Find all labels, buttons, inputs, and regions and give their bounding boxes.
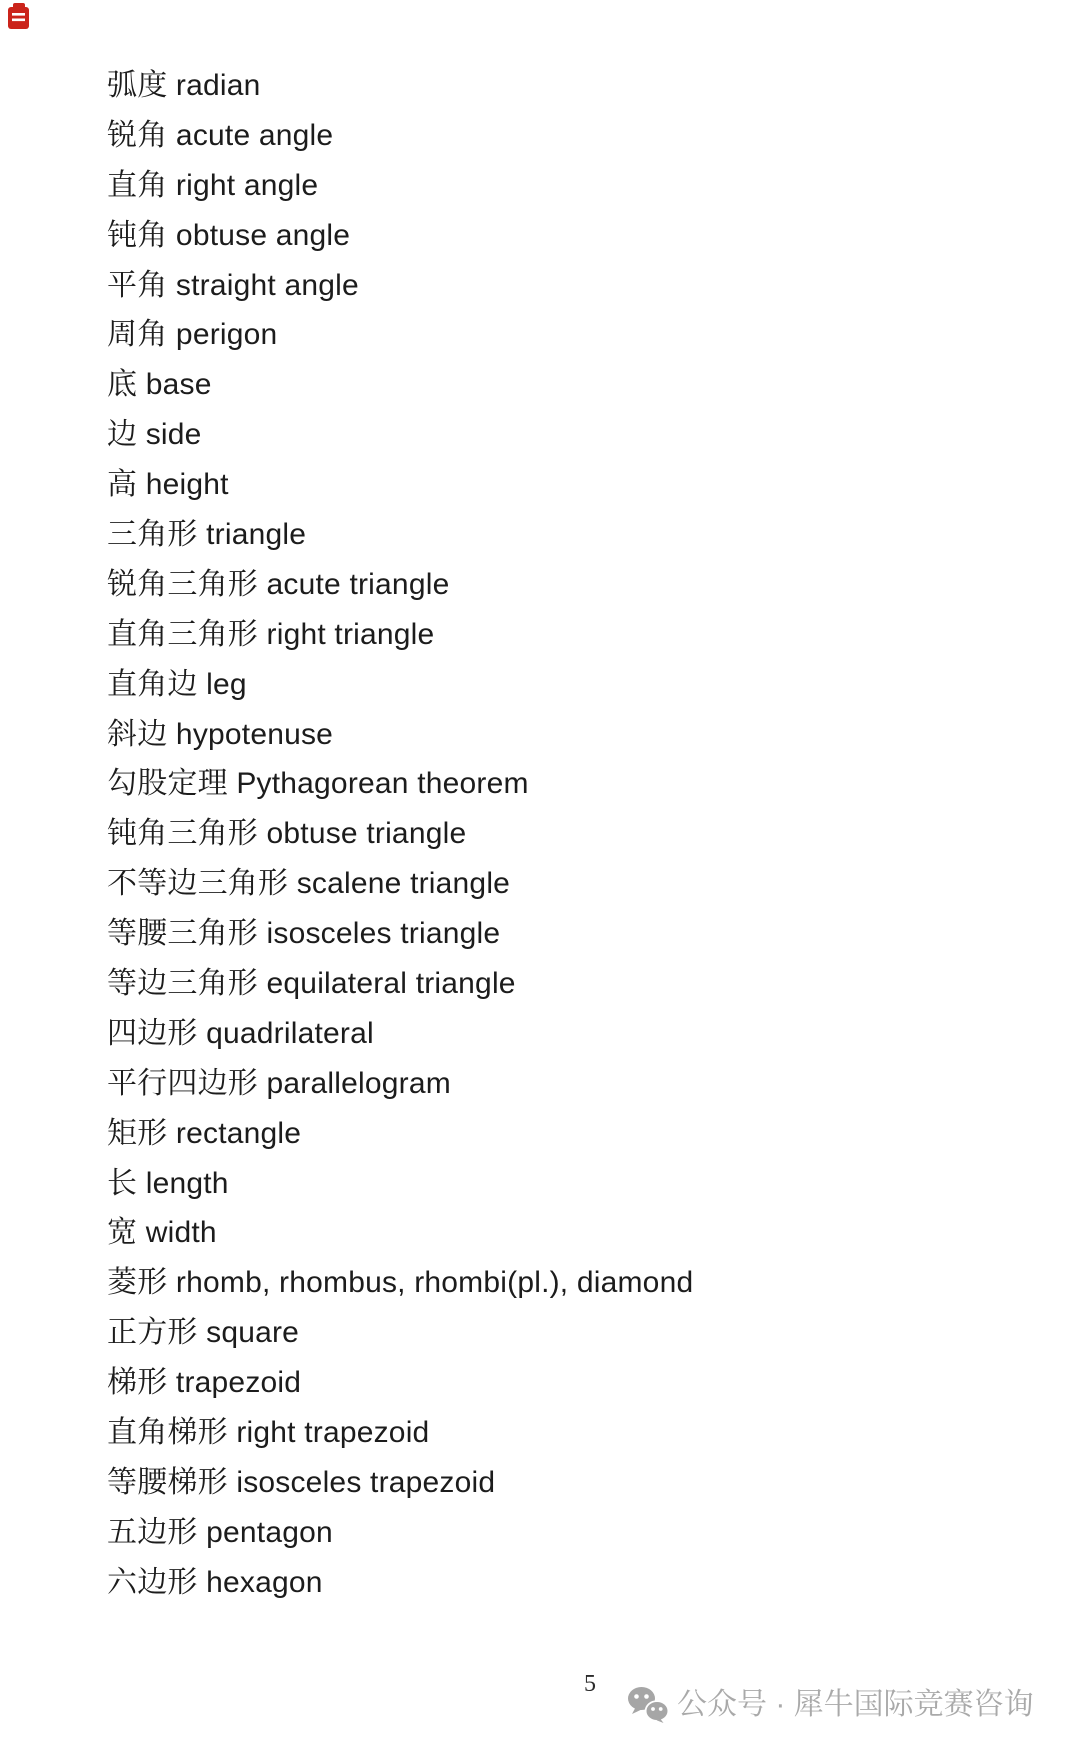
vocab-item: 平行四边形 parallelogram (107, 1066, 451, 1100)
vocab-item: 等腰三角形 isosceles triangle (107, 917, 501, 951)
vocab-item: 平角 straight angle (107, 268, 359, 302)
vocab-item: 六边形 hexagon (107, 1565, 323, 1599)
watermark-text: 公众号 · 犀牛国际竞赛咨询 (677, 1687, 1034, 1721)
vocab-item: 五边形 pentagon (107, 1515, 333, 1549)
page-number: 5 (584, 1671, 596, 1697)
vocab-item: 锐角 acute angle (107, 118, 334, 152)
vocab-item: 勾股定理 Pythagorean theorem (107, 767, 529, 801)
vocab-item: 周角 perigon (107, 318, 278, 352)
vocab-item: 直角三角形 right triangle (107, 617, 435, 651)
vocab-item: 菱形 rhomb, rhombus, rhombi(pl.), diamond (107, 1266, 694, 1300)
vocab-item: 斜边 hypotenuse (107, 717, 334, 751)
wechat-icon (627, 1686, 669, 1723)
vocab-item: 长 length (107, 1166, 229, 1200)
vocab-item: 锐角三角形 acute triangle (107, 567, 450, 601)
vocab-item: 四边形 quadrilateral (107, 1016, 374, 1050)
red-stamp-icon (8, 3, 30, 30)
vocab-item: 钝角三角形 obtuse triangle (107, 817, 467, 851)
vocab-item: 矩形 rectangle (107, 1116, 302, 1150)
vocab-item: 直角 right angle (107, 168, 319, 202)
vocab-item: 弧度 radian (107, 69, 261, 102)
vocab-item: 梯形 trapezoid (107, 1366, 302, 1400)
vocab-item: 三角形 triangle (107, 518, 307, 552)
page-footer (0, 1665, 1080, 1735)
vocab-item: 底 base (107, 368, 212, 402)
vocab-item: 边 side (107, 418, 202, 452)
vocab-item: 高 height (107, 468, 229, 502)
vocab-item: 等边三角形 equilateral triangle (107, 967, 516, 1001)
vocab-item: 宽 width (107, 1216, 217, 1250)
vocab-item: 不等边三角形 scalene triangle (107, 867, 511, 901)
vocab-item: 等腰梯形 isosceles trapezoid (107, 1465, 496, 1499)
vocab-list (107, 61, 1007, 1608)
vocab-item: 钝角 obtuse angle (107, 218, 351, 252)
vocab-item: 直角梯形 right trapezoid (107, 1416, 430, 1450)
vocab-item: 正方形 square (107, 1316, 300, 1350)
vocab-item: 直角边 leg (107, 667, 247, 701)
watermark (627, 1686, 1034, 1723)
